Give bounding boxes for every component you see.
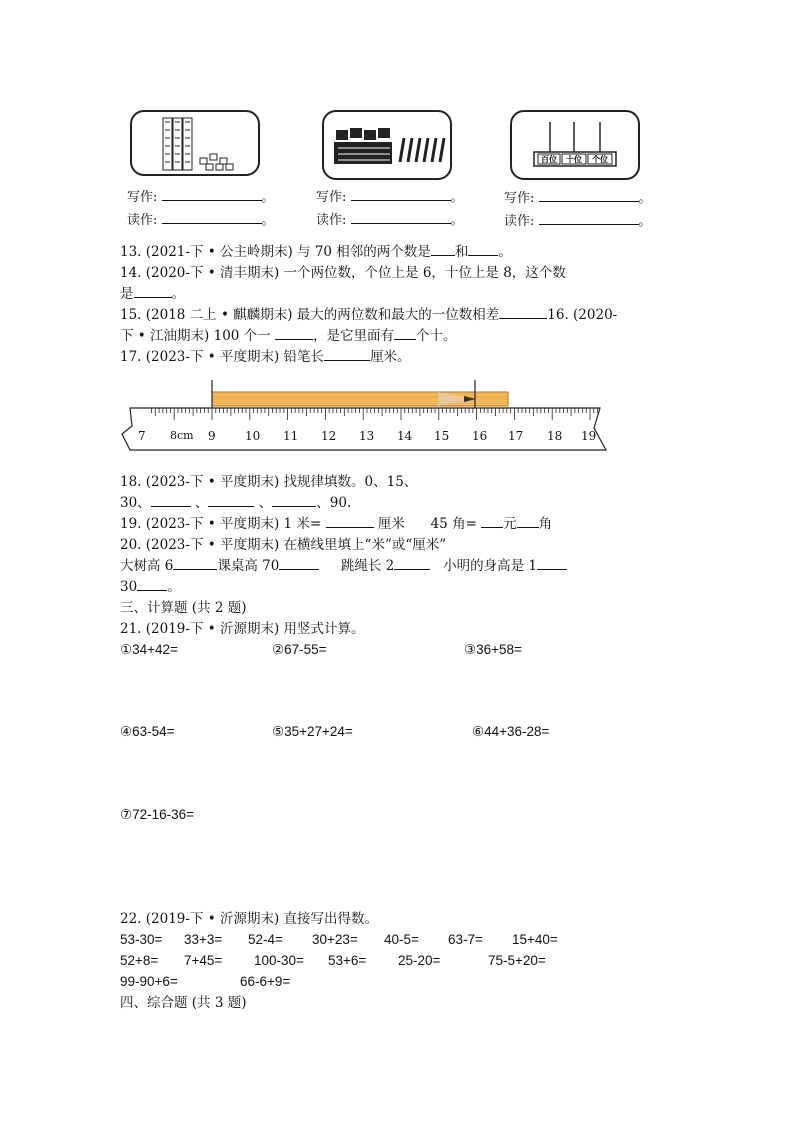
q13: 13. (2021-下 • 公主岭期末) 与 70 相邻的两个数是 和 。: [120, 244, 512, 260]
q17: 17. (2023-下 • 平度期末) 铅笔长 厘米。: [120, 349, 411, 365]
q20-blank-1[interactable]: [173, 557, 217, 570]
q21-item-1: ①34+42=: [120, 642, 178, 657]
fig2-read: 读作: 。: [316, 213, 464, 228]
q21-title: 21. (2019-下 • 沂源期末) 用竖式计算。: [120, 621, 365, 637]
q15: 15. (2018 二上 • 麒麟期末) 最大的两位数和最大的一位数相差 16. (2020-: [120, 307, 618, 323]
q21-item-3: ③36+58=: [464, 642, 522, 657]
q19-blank-2[interactable]: [481, 515, 503, 528]
q20-blank-3[interactable]: [394, 557, 430, 570]
q22-r1-5: 40-5=: [384, 932, 419, 947]
q20-line3: 30 。: [120, 579, 181, 595]
q13-blank-2[interactable]: [468, 243, 498, 256]
q22-r1-1: 53-30=: [120, 932, 163, 947]
q16-blank-2[interactable]: [394, 327, 416, 340]
q22-r3-2: 66-6+9=: [240, 974, 291, 989]
ruler-label-9: 9: [208, 429, 216, 443]
ruler-label-11: 11: [283, 429, 299, 443]
fig3-read: 读作: 。: [504, 214, 652, 229]
fig2-write: 写作: 。: [316, 190, 464, 205]
abacus-label-ones: 个位: [592, 155, 608, 164]
q21-item-2: ②67-55=: [272, 642, 327, 657]
q22-r1-7: 15+40=: [512, 932, 558, 947]
q22-r1-4: 30+23=: [312, 932, 358, 947]
q18-blank-3[interactable]: [272, 494, 316, 507]
q13-blank-1[interactable]: [431, 243, 455, 256]
figure-sticks-box: [130, 110, 260, 176]
q22-r1-6: 63-7=: [448, 932, 483, 947]
q22-r2-3: 100-30=: [254, 953, 304, 968]
q20-blank-5[interactable]: [137, 578, 167, 591]
q16: 下 • 江油期末) 100 个一 ，是它里面有 个十。: [120, 328, 457, 344]
fig2-write-blank[interactable]: [351, 188, 451, 201]
fig3-write-blank[interactable]: [539, 189, 639, 202]
section-3-heading: 三、计算题 (共 2 题): [120, 600, 247, 616]
ruler-label-10: 10: [245, 429, 261, 443]
q20-line2: 大树高 6 课桌高 70 跳绳长 2 小明的身高是 1: [120, 556, 567, 576]
q20-blank-2[interactable]: [279, 557, 319, 570]
fig2-read-blank[interactable]: [351, 211, 451, 224]
abacus-label-tens: 十位: [566, 155, 582, 164]
ruler-label-13: 13: [359, 429, 375, 443]
fig1-read-blank[interactable]: [162, 211, 262, 224]
blocks-bundle-icon: [324, 112, 450, 178]
q22-r1-3: 52-4=: [248, 932, 283, 947]
ruler-label-14: 14: [397, 429, 413, 443]
fig3-read-blank[interactable]: [539, 212, 639, 225]
q22-r2-6: 75-5+20=: [488, 953, 546, 968]
q19-blank-3[interactable]: [517, 515, 539, 528]
ruler-label-19: 19: [581, 429, 597, 443]
q19: 19. (2023-下 • 平度期末) 1 米= 厘米 45 角= 元 角: [120, 516, 553, 532]
fig3-write: 写作: 。: [504, 191, 652, 206]
q21-item-5: ⑤35+27+24=: [272, 724, 353, 739]
sticks-bundle-icon: [132, 112, 258, 174]
q14-blank[interactable]: [134, 285, 172, 298]
fig1-write-blank[interactable]: [162, 188, 262, 201]
q15-blank[interactable]: [499, 306, 547, 319]
q18-blank-2[interactable]: [208, 494, 254, 507]
q16-blank-1[interactable]: [275, 327, 313, 340]
fig1-read: 读作: 。: [127, 213, 275, 228]
q18-line2: 30、 、 、 、90.: [120, 495, 352, 511]
q21-item-6: ⑥44+36-28=: [472, 724, 550, 739]
q18-line1: 18. (2023-下 • 平度期末) 找规律填数。0、15、: [120, 474, 418, 490]
ruler-label-18: 18: [547, 429, 563, 443]
abacus-label-hundreds: 百位: [541, 155, 557, 164]
q17-blank[interactable]: [324, 348, 370, 361]
ruler-label-17: 17: [508, 429, 524, 443]
q22-r2-5: 25-20=: [398, 953, 441, 968]
q22-title: 22. (2019-下 • 沂源期末) 直接写出得数。: [120, 911, 379, 927]
fig1-write: 写作: 。: [127, 190, 275, 205]
abacus-icon: [512, 112, 638, 178]
q22-r2-2: 7+45=: [184, 953, 223, 968]
figure-abacus-box: [510, 110, 640, 180]
q18-blank-1[interactable]: [151, 494, 191, 507]
q22-r3-1: 99-90+6=: [120, 974, 178, 989]
section-4-heading: 四、综合题 (共 3 题): [120, 995, 247, 1011]
figure-blocks-box: [322, 110, 452, 180]
q14-line1: 14. (2020-下 • 清丰期末) 一个两位数，个位上是 6，十位上是 8，这个数: [120, 265, 566, 281]
ruler-unit-label: 8cm: [170, 429, 194, 442]
ruler-label-7: 7: [138, 429, 146, 443]
q21-item-7: ⑦72-16-36=: [120, 807, 195, 822]
q21-item-4: ④63-54=: [120, 724, 175, 739]
q22-r1-2: 33+3=: [184, 932, 223, 947]
q20-blank-4[interactable]: [537, 557, 567, 570]
q22-r2-1: 52+8=: [120, 953, 159, 968]
ruler-figure: [118, 376, 612, 456]
ruler-label-15: 15: [434, 429, 450, 443]
q22-r2-4: 53+6=: [328, 953, 367, 968]
q19-blank-1[interactable]: [326, 515, 374, 528]
ruler-label-12: 12: [321, 429, 337, 443]
q14-line2: 是 。: [120, 286, 185, 302]
q20-line1: 20. (2023-下 • 平度期末) 在横线里填上“米”或“厘米”: [120, 537, 447, 553]
ruler-label-16: 16: [472, 429, 488, 443]
